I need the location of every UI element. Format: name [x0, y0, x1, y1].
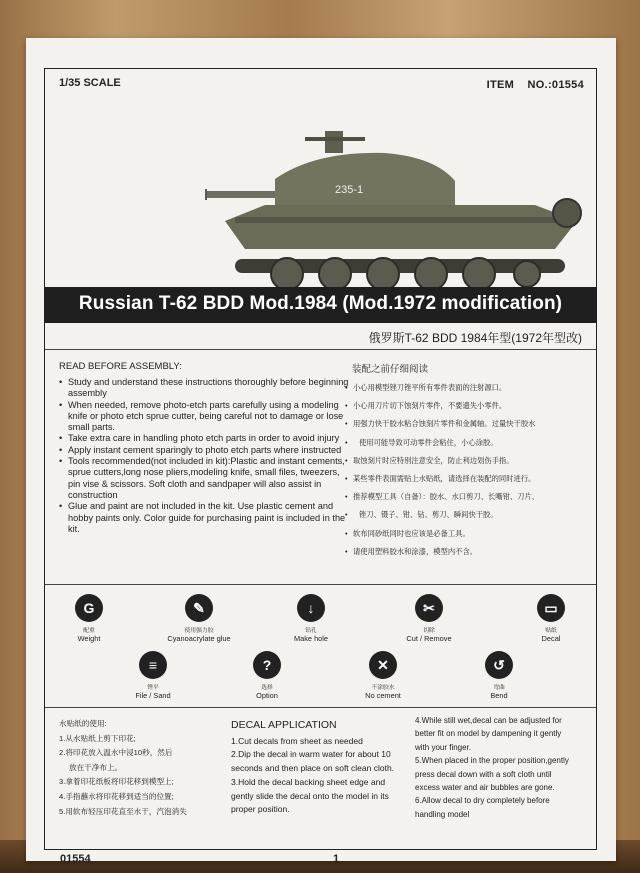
drill-icon-group — [271, 594, 351, 643]
road-wheel — [415, 258, 447, 290]
icon-label: Decal — [541, 634, 561, 643]
list-item: • 小心用刀片切下蚀刻片零件，不要遗失小零件。 — [345, 397, 590, 415]
scale-label: 1/35 SCALE — [59, 77, 121, 89]
icon-label: Option — [256, 691, 278, 700]
read-before-heading-cn: 装配之前仔细阅读 — [352, 364, 429, 375]
divider — [45, 349, 596, 350]
weight-icon: G — [75, 594, 103, 622]
icon-label-cn: 不涂胶水 — [371, 685, 395, 691]
icon-label-cn: 使用强力胶 — [184, 628, 214, 634]
product-title-cn: 俄罗斯T-62 BDD 1984年型(1972年型改) — [368, 331, 582, 345]
decal-instructions-cn — [59, 717, 229, 819]
list-item: 4.手指蘸水将印花移到适当的位置; — [59, 791, 174, 801]
no-cement-icon-group — [343, 651, 423, 700]
list-item: seconds and then place on soft clean cloth. — [231, 763, 395, 774]
item-code: NO.:01554 — [527, 79, 584, 91]
icon-label-cn: 切除 — [423, 628, 435, 634]
icon-label-cn: 钻孔 — [305, 628, 317, 634]
list-item: • 软布同砂纸同时也应该是必备工具。 — [345, 525, 590, 543]
icon-label: Cyanoacrylate glue — [167, 634, 231, 643]
list-item: • 使用可能导致可动零件会粘住，小心涂胶。 — [345, 434, 590, 452]
footer-code: 01554 — [60, 853, 91, 865]
icon-label: No cement — [365, 691, 401, 700]
decal-heading: DECAL APPLICATION — [231, 719, 337, 731]
list-item: • Apply instant cement sparingly to photo etch parts where instructed — [59, 445, 349, 456]
icon-label: Cut / Remove — [406, 634, 452, 643]
list-item: 3.Hold the decal backing sheet edge and — [231, 776, 386, 787]
turret-number: 235-1 — [335, 184, 364, 196]
icon-label: File / Sand — [135, 691, 171, 700]
item-number — [477, 79, 584, 91]
no-cement-icon: ✕ — [369, 651, 397, 679]
list-item: • When needed, remove photo-etch parts carefully using a modeling knife or photo etch sprue cutter, being careful not to damage or lose small parts. — [59, 400, 349, 434]
icon-label-cn: 锉平 — [147, 685, 159, 691]
instruction-sheet — [26, 38, 616, 865]
list-item: 2.将印花放入温水中浸10秒，然后 — [59, 748, 173, 758]
decal-heading-cn: 水贴纸的使用: — [59, 719, 107, 728]
title-banner — [44, 287, 597, 323]
symbol-legend — [45, 589, 596, 707]
item-label: ITEM — [486, 79, 515, 91]
list-item: 5.When placed in the proper position,gently — [415, 756, 569, 766]
list-item: 3.拿着印花纸板将印花移到模型上; — [59, 777, 174, 787]
decal-icon-group — [511, 594, 591, 643]
list-item: handling model — [415, 809, 470, 819]
list-item: • 小心用模型锉刀锉平所有零件表面的注射源口。 — [345, 379, 590, 397]
road-wheel — [319, 258, 351, 290]
decal-icon: ▭ — [537, 594, 565, 622]
read-before-list-cn — [345, 379, 590, 561]
page-frame — [44, 68, 597, 865]
list-item: 6.Allow decal to dry completely before — [415, 796, 550, 806]
list-item: • Glue and paint are not included in the kit. Use plastic cement and hobby paints only. Color guide for purchasing paint is included in the kit. — [59, 501, 349, 535]
list-item: • Tools recommended(not included in kit):Plastic and instant cements, sprue cutters,long nose pliers,modeling knife, small files, tweezers, pin vise & scissors. Soft cloth and sandpaper will also assist in construction — [59, 456, 349, 501]
drill-icon: ↓ — [297, 594, 325, 622]
list-item: 4.While still wet,decal can be adjusted for — [415, 716, 562, 725]
list-item: excess water and air bubbles are gone. — [415, 783, 555, 793]
road-wheel — [271, 258, 303, 290]
divider — [45, 707, 596, 708]
decal-instructions — [231, 719, 411, 817]
list-item: 1.从水贴纸上剪下印花; — [59, 733, 136, 743]
read-before-heading: READ BEFORE ASSEMBLY: — [59, 361, 182, 372]
glue-icon-group — [159, 594, 239, 643]
road-wheel — [367, 258, 399, 290]
tank-hull — [225, 205, 577, 249]
list-item: • 锉刀、镊子、钳、钻、剪刀、瞬间快干胶。 — [345, 506, 590, 524]
list-item: • Study and understand these instructions thoroughly before beginning assembly — [59, 377, 349, 400]
list-item: 2.Dip the decal in warm water for about 10 — [231, 749, 391, 760]
option-icon: ? — [253, 651, 281, 679]
file-icon-group — [113, 651, 193, 700]
icon-label-cn: 弯曲 — [493, 685, 505, 691]
file-icon: ≡ — [139, 651, 167, 679]
decal-instructions-cont — [415, 714, 593, 821]
icon-label: Weight — [77, 634, 101, 643]
tank-illustration — [205, 109, 585, 309]
read-before-list — [59, 377, 349, 535]
list-item: better fit on model by dampening it gently — [415, 729, 562, 739]
icon-label-cn: 选择 — [261, 685, 273, 691]
tank-gun-barrel — [205, 191, 280, 198]
list-item: press decal down with a soft cloth until — [415, 769, 552, 779]
icon-label: Make hole — [293, 634, 329, 643]
list-item: 放在干净布上。 — [69, 762, 123, 772]
page-number: 1 — [333, 853, 340, 865]
product-title-en: Russian T-62 BDD Mod.1984 (Mod.1972 modification) — [78, 293, 563, 314]
glue-icon: ✎ — [185, 594, 213, 622]
road-wheel — [514, 261, 540, 287]
divider — [45, 584, 596, 585]
list-item: proper position. — [231, 804, 290, 815]
list-item: • 某些零件表面需贴上水贴纸，请选择在装配的同时进行。 — [345, 470, 590, 488]
icon-label-cn: 配重 — [83, 628, 95, 634]
cut-icon: ✂ — [415, 594, 443, 622]
bend-icon-group — [459, 651, 539, 700]
list-item: • Take extra care in handling photo etch parts in order to avoid injury — [59, 433, 349, 444]
list-item: • 请使用塑料胶水和涂漆，模型内不含。 — [345, 543, 590, 561]
icon-label-cn: 贴纸 — [545, 628, 557, 634]
list-item: gently slide the decal onto the model in its — [231, 790, 389, 801]
list-item: 1.Cut decals from sheet as needed — [231, 735, 363, 746]
icon-label: Bend — [490, 691, 508, 700]
bend-icon: ↺ — [485, 651, 513, 679]
list-item: 5.用软布轻压印花直至水干，汽泡消失 — [59, 806, 187, 816]
cut-icon-group — [389, 594, 469, 643]
list-item: • 推荐模型工具（自备）：胶水、水口剪刀、长嘴钳、刀片、 — [345, 488, 590, 506]
list-item: with your finger. — [415, 742, 472, 752]
weight-icon-group — [49, 594, 129, 643]
option-icon-group — [227, 651, 307, 700]
road-wheel — [463, 258, 495, 290]
tank-turret — [275, 153, 455, 207]
list-item: • 取蚀刻片时应特别注意安全，防止利边划伤手指。 — [345, 452, 590, 470]
list-item: • 用强力快干胶水粘合蚀刻片零件和金属轴。过量快干胶水 — [345, 415, 590, 433]
